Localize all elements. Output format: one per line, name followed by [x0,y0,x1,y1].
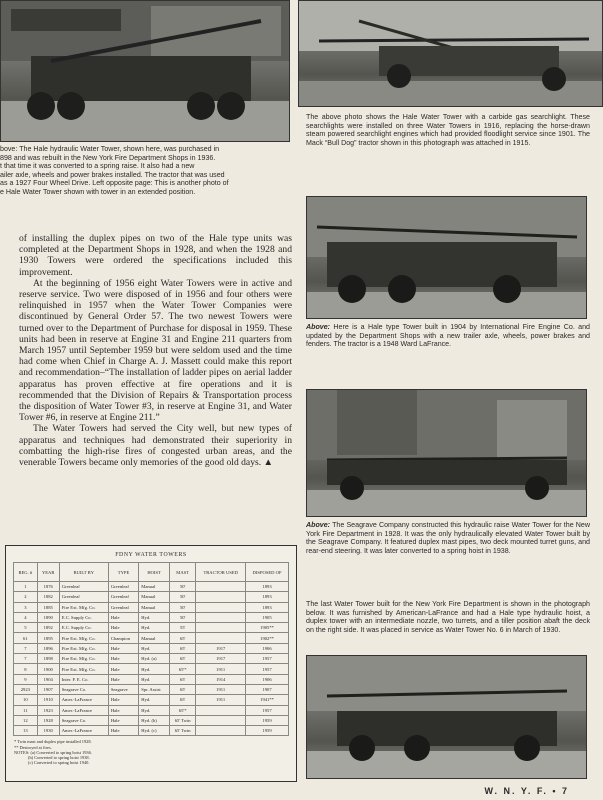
caption-text: Here is a Hale type Tower built in 1904 by International Fire Engine Co. and updated by the Department Shops with a new trailer axle, wheels, power brakes and fenders. The tractor is a 1948 Ward LaFrance. [306,323,590,349]
table-note: (b) Converted to spring hoist 1938. [28,755,90,761]
table-cell: Hale [108,643,138,653]
caption-lead: Above: [306,323,331,331]
table-cell [196,726,246,736]
table-cell: Seagrave [108,684,138,694]
table-cell: 1959 [246,715,289,725]
table-cell: 1906 [246,674,289,684]
caption-carbide-searchlight: The above photo shows the Hale Water Tower with a carbide gas searchlight. These searchlights were installed on three Water Towers in 1916, replacing the horse-drawn steam powered searchlight engines which had provided floodlight service since 1901. The Mack “Bull Dog” tractor shown in this photograph was attached in 1915. [306,113,590,147]
table-cell: 12 [14,715,38,725]
table-row [14,726,289,736]
table-cell: 65' Twin [170,715,196,725]
caption-line: as a 1927 Four Wheel Drive. Left opposite page: This is another photo of [0,179,229,188]
table-cell: Hyd. [139,623,170,633]
table-cell: 2923 [14,684,38,694]
table-cell: Hale [108,715,138,725]
table-cell: 50' [170,592,196,602]
table-note: NOTES: (a) Converted to spring hoist 1936. [14,749,92,755]
table-cell: 1 [14,582,38,592]
table-cell: 5 [14,623,38,633]
table-cell: 65' [170,674,196,684]
table-cell: Fire Ext. Mfg. Co. [59,643,108,653]
table-cell: 1917 [196,643,246,653]
table-cell: 2 [14,592,38,602]
table-cell: 1905** [246,623,289,633]
table-row [14,664,289,674]
table-cell: 1892 [37,623,59,633]
table-cell: Hale [108,654,138,664]
table-cell: Hale [108,705,138,715]
table-cell: 65' [170,633,196,643]
table-header: DISPOSED OF [246,563,289,582]
page-footer: W. N. Y. F. • 7 [484,786,569,796]
table-row [14,612,289,622]
table-header: REG. # [14,563,38,582]
table-cell: Hale [108,612,138,622]
table-cell: 1890 [37,612,59,622]
table-cell [196,602,246,612]
table-row [14,633,289,643]
table-cell: 1923 [37,705,59,715]
table-cell: 11 [14,705,38,715]
table-cell: 50' [170,612,196,622]
table-cell: Seagrave Co. [59,715,108,725]
table-header: YEAR [37,563,59,582]
table-row [14,582,289,592]
caption-line: e Hale Water Tower shown with tower in an extended position. [0,187,196,196]
table-cell: 8 [14,664,38,674]
table-header: MAST [170,563,196,582]
caption-text: The Seagrave Company constructed this hydraulic raise Water Tower for the New York Fire Department in 1928. It was the only hydraulically elevated Water Tower built by the Seagrave Company. It featured duplex mast pipes, two deck mounted turret guns, and rear-end steering. It was later converted to a spring hoist in 1938. [306,521,590,555]
table-cell: 7 [14,643,38,653]
table-cell: 65'* [170,664,196,674]
table-cell: 1911 [196,664,246,674]
table-cell: 61 [14,633,38,643]
table-cell: Fire Ext. Mfg. Co. [59,664,108,674]
photo-art [307,656,586,778]
table-cell: 1907 [246,684,289,694]
table-cell: Hyd. [139,674,170,684]
table-cell: Hale [108,726,138,736]
table-note: (c) Converted to spring hoist 1940. [28,760,90,766]
caption-last-water-tower: The last Water Tower built for the New York Fire Department is shown in the photograph below. It was furnished by American-LaFrance and had a Hale type hydraulic hoist, a duplex tower with an intermediate nozzle, two turrets, and a tiller position abaft the deck on the right side. It was placed in service as Water Tower No. 6 in March of 1930. [306,600,590,634]
photo-art [307,197,586,318]
table-cell: 65' [170,695,196,705]
photo-hale-water-tower-street [0,0,290,142]
table-cell [196,705,246,715]
table-cell: 1957 [246,664,289,674]
table-cell [196,612,246,622]
table-cell: Hale [108,664,138,674]
table-cell: 1959 [246,726,289,736]
table-cell: 65' [170,684,196,694]
table-cell: 7 [14,654,38,664]
table-cell: 1911 [196,684,246,694]
table-cell: 1893 [246,592,289,602]
table-cell: Fire Ext. Mfg. Co. [59,602,108,612]
table-cell: 1893 [246,582,289,592]
table-cell: 55' [170,623,196,633]
table-row [14,623,289,633]
table-cell [196,715,246,725]
table-cell: E.C. Supply Co. [59,623,108,633]
table-cell: 1906 [246,643,289,653]
table-cell: Hyd. [139,664,170,674]
table-cell: Manual [139,582,170,592]
table-row [14,684,289,694]
table-note: * Twin mast and duplex pipe installed 1928. [14,739,92,745]
table-cell: Spr. Assist [139,684,170,694]
table-cell: Hyd. [139,705,170,715]
table-cell: 1885 [37,602,59,612]
paragraph: At the beginning of 1956 eight Water Towers were in active and reserve service. Two were disposed of in 1956 and four others were relinquished in 1957 when the Water Tower Companies were discontinued by General Order 57. The two newest Towers were turned over to the Department of Purchase for disposal in 1959. These units had been in reserve at Engine 31 and Engine 211 quarters from March 1957 until September 1959 but were seldom used and the time had come when Chief in Charge A. J. Massett could make this report and recommendation–“The installation of ladder pipes on aerial ladder apparatus has proven effective at fire operations and it is recommended that the Division of Repairs & Transportation process the disposition of Water Tower #3, in reserve at Engine 31, and Water Tower #6, in reserve at Engine 211.” [19,277,292,424]
table-cell: E.C. Supply Co. [59,612,108,622]
table-cell: 65' [170,643,196,653]
caption-line: bove: The Hale hydraulic Water Tower, shown here, was purchased in [0,145,220,153]
photo-art [307,390,586,516]
table-cell: Greenleaf [108,592,138,602]
table-header: BUILT BY [59,563,108,582]
table-cell: Hyd. [139,643,170,653]
table-header-row [14,563,289,582]
table-header: HOIST [139,563,170,582]
table-notes [14,739,296,765]
table-cell: Hale [108,695,138,705]
table-cell: Amer.-LaFrance [59,695,108,705]
table-row [14,705,289,715]
table-row [14,695,289,705]
caption-line: t that time it was converted to a spring raise. It also had a new [0,162,195,171]
table-cell: 65'* [170,705,196,715]
table-cell: 1911 [196,695,246,705]
paragraph: of installing the duplex pipes on two of the Hale type units was completed at the Department Shops in 1928, and when the 1928 and 1930 Towers were ordered the specifications included this improvement. [19,233,292,278]
table-row [14,715,289,725]
table-cell: Amer.-LaFrance [59,726,108,736]
table-cell: Hale [108,674,138,684]
table-cell: 50' [170,602,196,612]
table-cell: 3 [14,602,38,612]
table-cell: 1928 [37,715,59,725]
table-cell: Manual [139,592,170,602]
caption-line: ailer axle, wheels and power brakes installed. The tractor that was used [0,170,225,179]
table-cell: 1902** [246,633,289,643]
table-cell: 65' Twin [170,726,196,736]
table-cell: 1895 [37,633,59,643]
table-cell: Champion [108,633,138,643]
table-cell: 13 [14,726,38,736]
photo-hale-tower-carbide-searchlight [298,0,603,107]
table-cell: 1882 [37,592,59,602]
table-cell: 1893 [246,602,289,612]
table-cell: 1898 [37,654,59,664]
table-note: ** Destroyed at fires. [14,744,52,750]
table-row [14,674,289,684]
table-cell [196,582,246,592]
table-cell: Greenleaf [59,592,108,602]
caption-line: 898 and was rebuilt in the New York Fire Department Shops in 1936. [0,153,216,162]
table-header: TYPE [108,563,138,582]
table-cell: 1957 [246,654,289,664]
table-cell: Manual [139,602,170,612]
table-cell [196,592,246,602]
table-cell: Greenleaf [108,602,138,612]
table-cell: 65' [170,654,196,664]
table-cell: Hyd. [139,695,170,705]
table-cell: 1905 [246,612,289,622]
photo-art [1,1,289,141]
caption-hale-type-tower [306,323,590,349]
table-header: TRACTOR USED [196,563,246,582]
water-towers-table-box [5,545,297,782]
table-row [14,643,289,653]
table-cell: 1930 [37,726,59,736]
caption-lead: Above: [306,521,331,529]
table-cell: Amer.-LaFrance [59,705,108,715]
table-cell: 9 [14,674,38,684]
paragraph: The Water Towers had served the City well, but new types of apparatus and techniques had demonstrated their superiority in combatting the high-rise fires of congested urban areas, and the venerable Towers became only memories of the good old days. ▲ [19,423,292,469]
body-text [19,233,292,468]
table-cell: 50' [170,582,196,592]
caption-seagrave-tower [306,521,590,555]
table-cell: Seagrave Co. [59,684,108,694]
table-cell: 1907 [37,684,59,694]
table-cell: Hale [108,623,138,633]
table-cell: 1900 [37,664,59,674]
table-cell: Hyd. [139,612,170,622]
caption-hale-water-tower [0,145,292,197]
photo-art [299,1,602,106]
table-row [14,654,289,664]
table-cell: Fire Ext. Mfg. Co. [59,654,108,664]
table-cell: Greenleaf [108,582,138,592]
table-cell: 1914 [196,674,246,684]
table-cell: 1896 [37,643,59,653]
table-cell: Hyd. (b) [139,715,170,725]
table-cell: 1876 [37,582,59,592]
table-cell: 1910 [37,695,59,705]
table-cell: Hyd. (a) [139,654,170,664]
table-cell: 1917 [196,654,246,664]
photo-last-water-tower-american-lafrance [306,655,587,779]
photo-seagrave-hydraulic-tower [306,389,587,517]
water-towers-table [13,562,289,736]
photo-hale-type-tower-1904 [306,196,587,319]
table-row [14,602,289,612]
table-cell: Manual [139,633,170,643]
table-cell [196,633,246,643]
table-cell: Fire Ext. Mfg. Co. [59,633,108,643]
table-cell: 1941** [246,695,289,705]
table-cell: 10 [14,695,38,705]
table-cell: 1904 [37,674,59,684]
table-cell: 4 [14,612,38,622]
table-title: FDNY WATER TOWERS [115,552,187,558]
table-cell: Greenleaf [59,582,108,592]
table-row [14,592,289,602]
table-cell: Hyd. (c) [139,726,170,736]
table-cell [196,623,246,633]
table-cell: 1957 [246,705,289,715]
table-cell: Inter. F. E. Co. [59,674,108,684]
